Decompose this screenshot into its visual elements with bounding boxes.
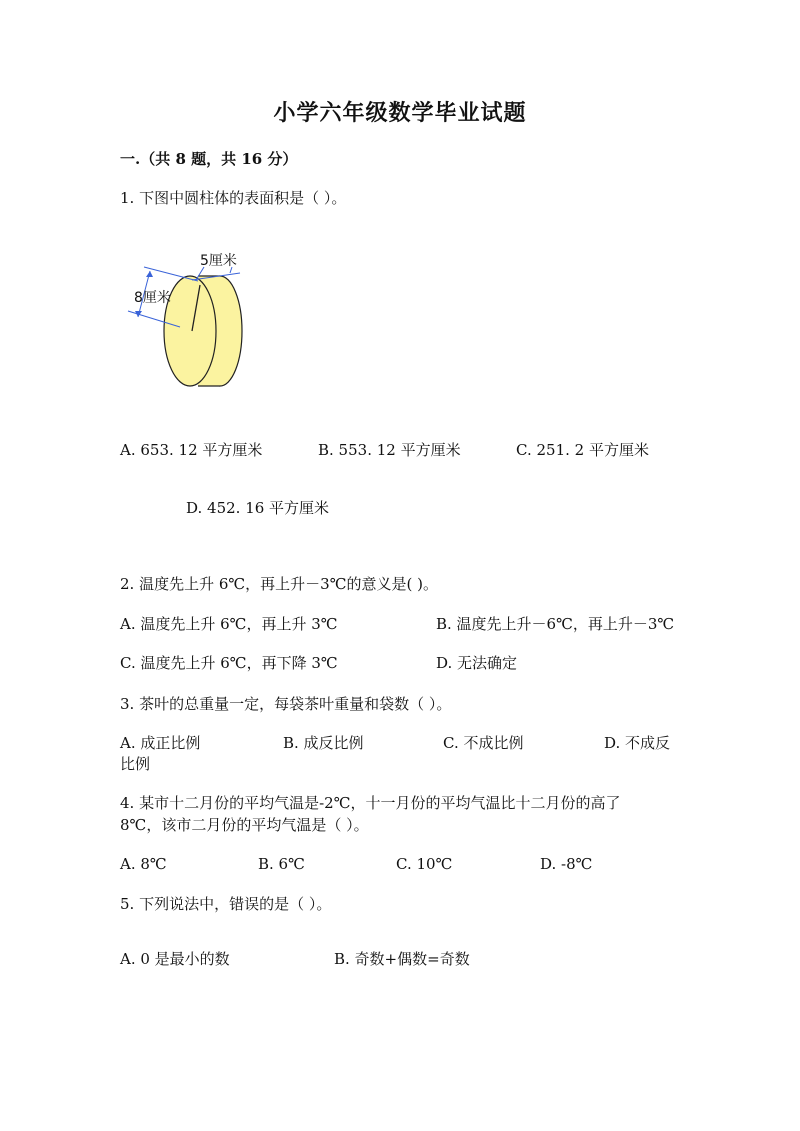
q2-option-c: C. 温度先上升 6℃，再下降 3℃ bbox=[120, 654, 338, 672]
q3-option-a: A. 成正比例 bbox=[120, 734, 201, 752]
q1-option-d: D. 452. 16 平方厘米 bbox=[186, 499, 330, 517]
q1-option-b: B. 553. 12 平方厘米 bbox=[318, 441, 461, 459]
q2-option-a: A. 温度先上升 6℃，再上升 3℃ bbox=[120, 615, 338, 633]
q2-option-d: D. 无法确定 bbox=[436, 654, 518, 672]
q3-option-c: C. 不成比例 bbox=[443, 734, 524, 752]
q2-option-b: B. 温度先上升－6℃，再上升－3℃ bbox=[436, 615, 675, 633]
q3-option-b: B. 成反比例 bbox=[283, 734, 364, 752]
q3-option-d: D. 不成反 bbox=[604, 734, 671, 752]
cylinder-diagram bbox=[120, 245, 260, 405]
q5-option-b: B. 奇数+偶数=奇数 bbox=[334, 950, 470, 968]
question-1-stem: 1. 下图中圆柱体的表面积是（ ）。 bbox=[120, 189, 347, 207]
question-2-stem: 2. 温度先上升 6℃，再上升－3℃的意义是( )。 bbox=[120, 575, 438, 593]
q3-option-d-wrap: 比例 bbox=[120, 755, 151, 773]
q1-option-c: C. 251. 2 平方厘米 bbox=[516, 441, 649, 459]
question-4-stem-line1: 4. 某市十二月份的平均气温是-2℃，十一月份的平均气温比十二月份的高了 bbox=[120, 794, 621, 812]
q5-option-a: A. 0 是最小的数 bbox=[120, 950, 230, 968]
radius-label: 5厘米 bbox=[200, 253, 237, 269]
section-heading: 一.（共 8 题，共 16 分） bbox=[120, 150, 298, 168]
cylinder-front-face bbox=[164, 276, 216, 386]
q1-option-a: A. 653. 12 平方厘米 bbox=[120, 441, 263, 459]
question-5-stem: 5. 下列说法中，错误的是（ ）。 bbox=[120, 895, 332, 913]
q4-option-a: A. 8℃ bbox=[120, 855, 167, 873]
q4-option-d: D. -8℃ bbox=[540, 855, 593, 873]
question-3-stem: 3. 茶叶的总重量一定，每袋茶叶重量和袋数（ ）。 bbox=[120, 695, 452, 713]
q4-option-c: C. 10℃ bbox=[396, 855, 453, 873]
page-title: 小学六年级数学毕业试题 bbox=[273, 100, 527, 126]
question-4-stem-line2: 8℃，该市二月份的平均气温是（ ）。 bbox=[120, 816, 369, 834]
q4-option-b: B. 6℃ bbox=[258, 855, 305, 873]
cylinder-figure bbox=[120, 245, 260, 405]
height-label: 8厘米 bbox=[134, 290, 171, 306]
